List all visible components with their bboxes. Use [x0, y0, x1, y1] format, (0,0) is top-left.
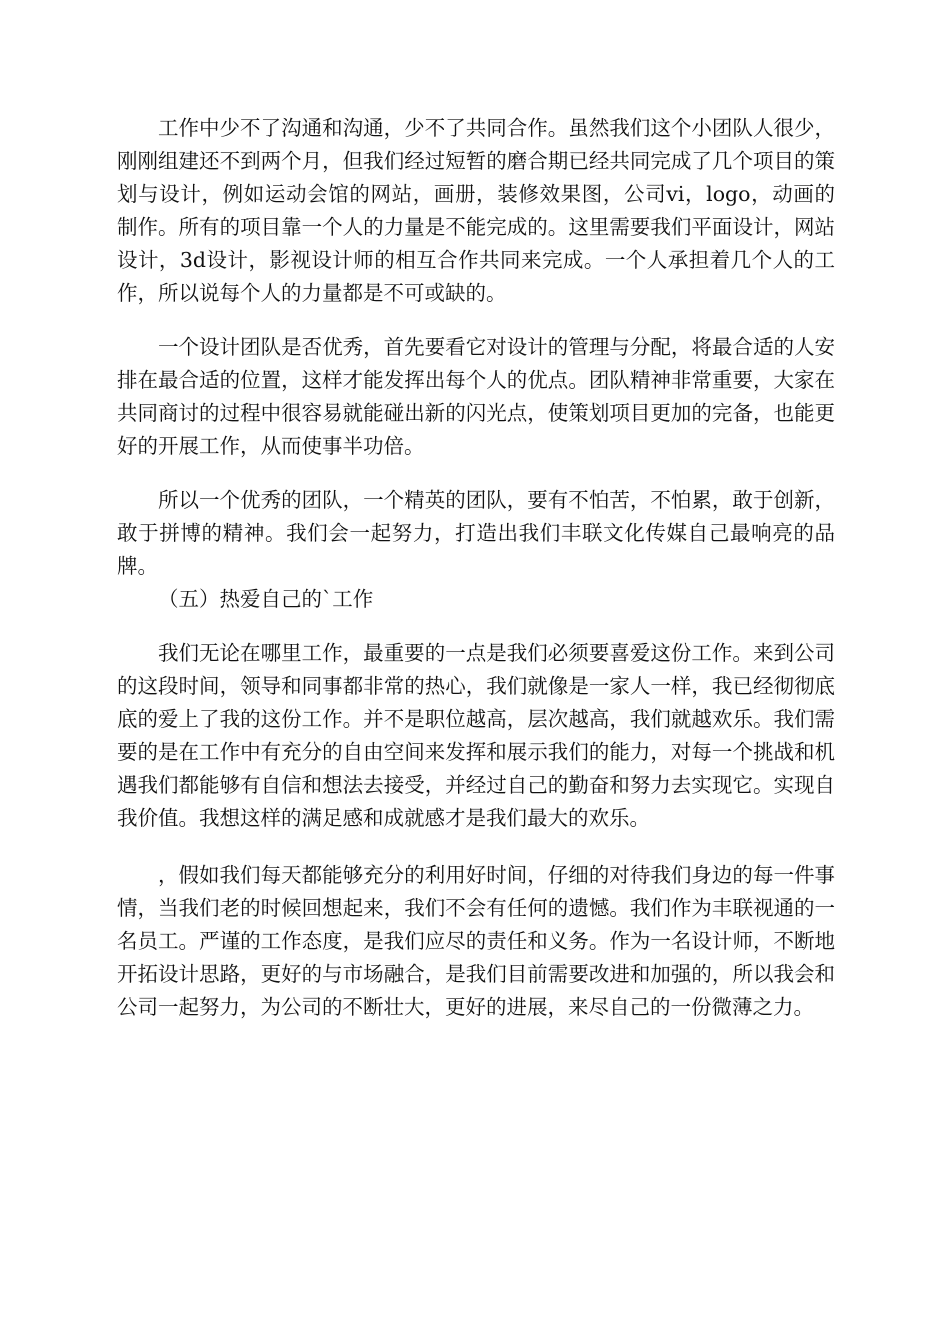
- document-body: [117, 112, 835, 1024]
- paragraph-excellent-team: 所以一个优秀的团队，一个精英的团队，要有不怕苦，不怕累，敢于创新，敢于拼博的精神。我们会一起努力，打造出我们丰联文化传媒自己最响亮的品牌。: [117, 488, 835, 578]
- paragraph-love-work: 我们无论在哪里工作，最重要的一点是我们必须要喜爱这份工作。来到公司的这段时间，领导和同事都非常的热心，我们就像是一家人一样，我已经彻彻底底的爱上了我的这份工作。并不是职位越高，层次越高，我们就越欢乐。我们需要的是在工作中有充分的自由空间来发挥和展示我们的能力，对每一个挑战和机遇我们都能够有自信和想法去接受，并经过自己的勤奋和努力去实现它。实现自我价值。我想这样的满足感和成就感才是我们最大的欢乐。: [117, 641, 835, 830]
- section-heading-love-work: （五）热爱自己的`工作: [158, 587, 374, 611]
- paragraph-design-team: 一个设计团队是否优秀，首先要看它对设计的管理与分配，将最合适的人安排在最合适的位置，这样才能发挥出每个人的优点。团队精神非常重要，大家在共同商讨的过程中很容易就能碰出新的闪光点，使策划项目更加的完备，也能更好的开展工作，从而使事半功倍。: [117, 335, 835, 458]
- paragraph-conclusion: ，假如我们每天都能够充分的利用好时间，仔细的对待我们身边的每一件事情，当我们老的时候回想起来，我们不会有任何的遗憾。我们作为丰联视通的一名员工。严谨的工作态度，是我们应尽的责任和义务。作为一名设计师，不断地开拓设计思路，更好的与市场融合，是我们目前需要改进和加强的，所以我会和公司一起努力，为公司的不断壮大，更好的进展，来尽自己的一份微薄之力。: [117, 863, 835, 1019]
- paragraph-teamwork: 工作中少不了沟通和沟通，少不了共同合作。虽然我们这个小团队人很少，刚刚组建还不到两个月，但我们经过短暂的磨合期已经共同完成了几个项目的策划与设计，例如运动会馆的网站，画册，装修效果图，公司vi，logo，动画的制作。所有的项目靠一个人的力量是不能完成的。这里需要我们平面设计，网站设计，3d设计，影视设计师的相互合作共同来完成。一个人承担着几个人的工作，所以说每个人的力量都是不可或缺的。: [117, 116, 835, 305]
